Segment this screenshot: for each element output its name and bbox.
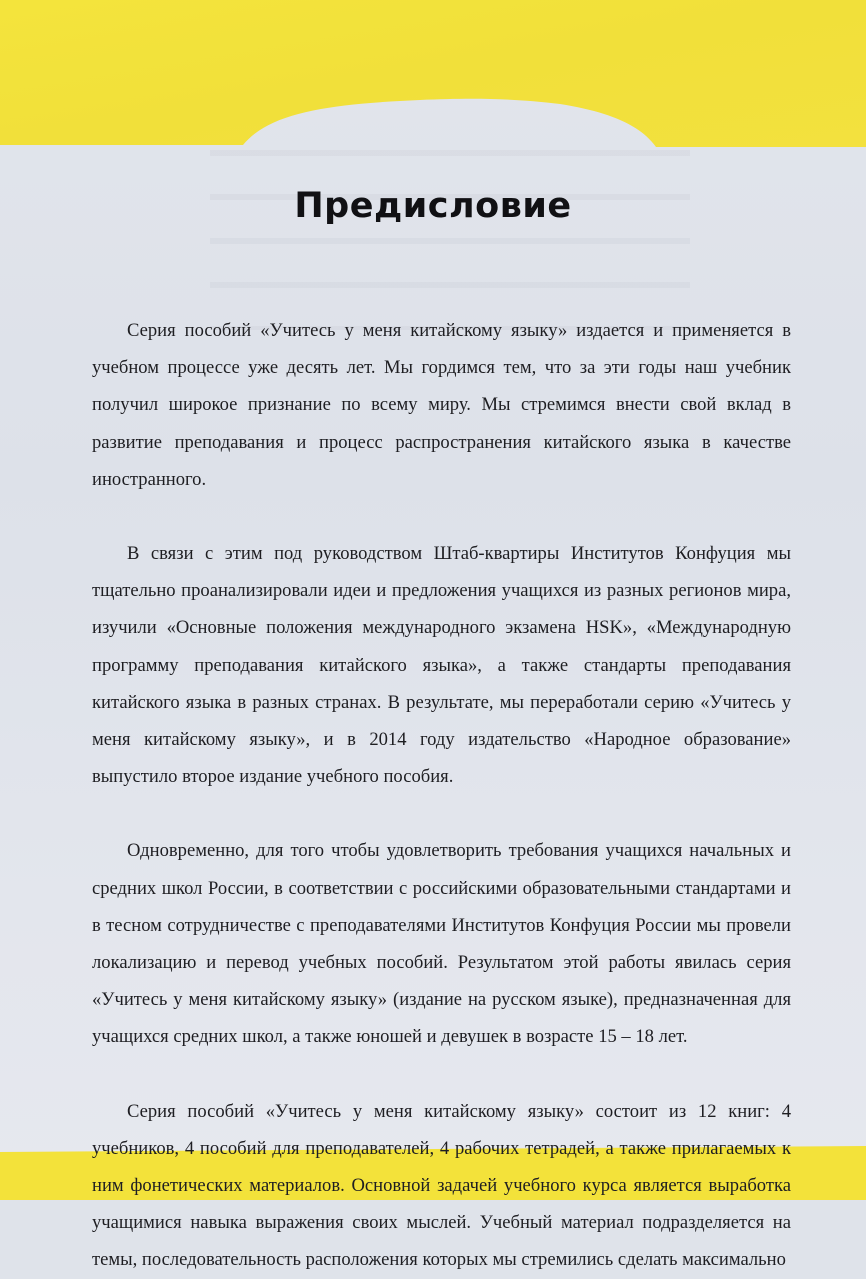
paragraph-1: Серия пособий «Учитесь у меня китайскому языку» издается и применяется в учебном процессе уже десять лет. Мы гордимся тем, что за эти годы наш учебник получил широкое признание по всему миру. Мы стремимся внести свой вклад в развитие преподавания и процесс распространения китайского языка в качестве иностранного. [92, 320, 791, 490]
paragraph-2: В связи с этим под руководством Штаб-квартиры Институтов Конфуция мы тщательно проанализировали идеи и предложения учащихся из разных регионов мира, изучили «Основные положения международного экзамена HSK», «Международную программу преподавания китайского языка», а также стандарты преподавания китайского языка в разных странах. В результате, мы переработали серию «Учитесь у меня китайскому языку», и в 2014 году издательство «Народное образование» выпустило второе издание учебного пособия. [92, 543, 791, 788]
preface-body [92, 312, 791, 1279]
paragraph-3: Одновременно, для того чтобы удовлетворить требования учащихся начальных и средних школ России, в соответствии с российскими образовательными стандартами и в тесном сотрудничестве с преподавателями Институтов Конфуция России мы провели локализацию и перевод учебных пособий. Результатом этой работы явилась серия «Учитесь у меня китайскому языку» (издание на русском языке), предназначенная для учащихся средних школ, а также юношей и девушек в возрасте 15 – 18 лет. [92, 840, 791, 1048]
page-title: Предисловие [294, 186, 572, 226]
show-through-text [210, 150, 690, 330]
paragraph-4: Серия пособий «Учитесь у меня китайскому языку» состоит из 12 книг: 4 учебников, 4 пособий для преподавателей, 4 рабочих тетрадей, а также прилагаемых к ним фонетических материалов. Основной задачей учебного курса является выработка учащимися навыка выражения своих мыслей. Учебный материал подразделяется на темы, последовательность расположения которых мы стремились сделать максимально [92, 1100, 791, 1271]
top-yellow-band [0, 0, 866, 170]
